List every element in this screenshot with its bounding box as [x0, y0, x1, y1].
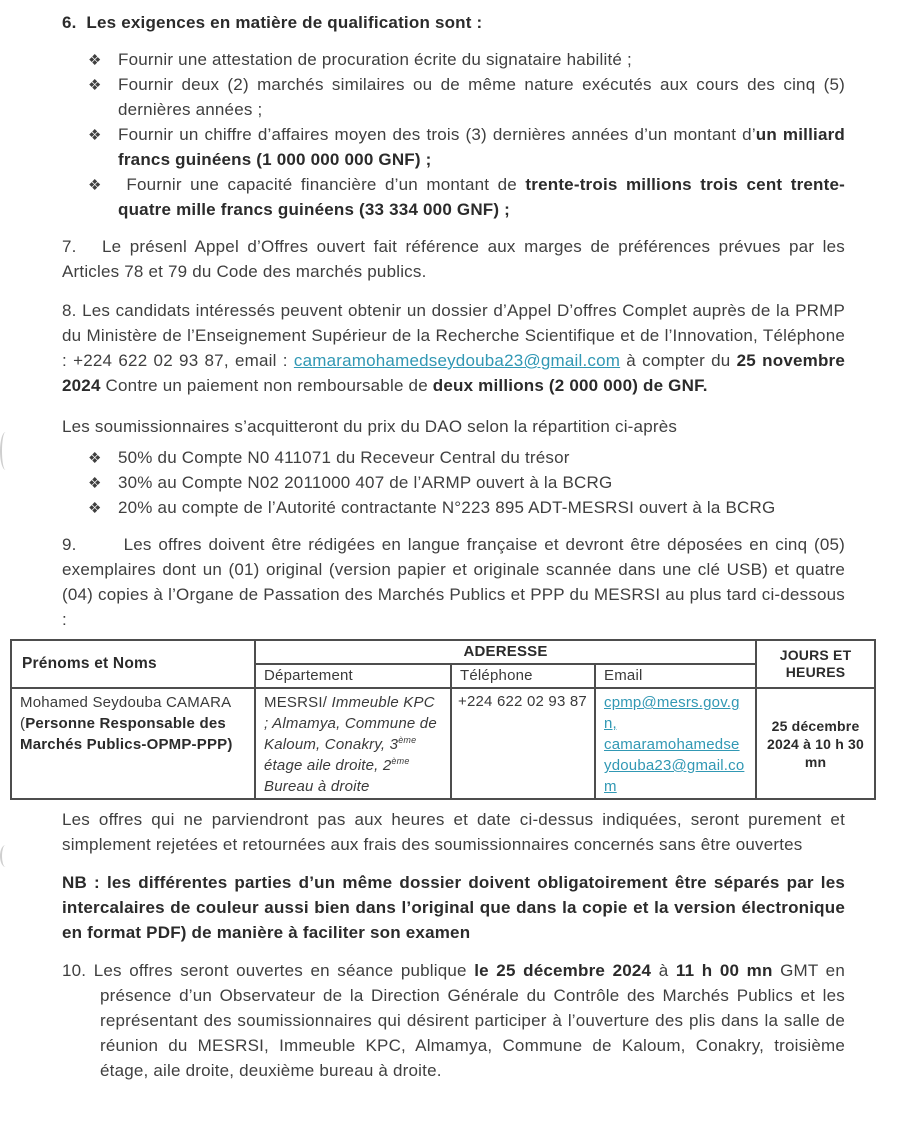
section-6-heading [62, 10, 845, 35]
qualification-bullet-item [62, 172, 845, 222]
dao-split-bullet-item [62, 495, 845, 520]
text-run: à compter du [620, 351, 737, 370]
text-run: Bureau à droite [264, 778, 370, 795]
text-run: deux millions (2 000 000) de GNF. [432, 376, 708, 395]
section-7-paragraph [62, 234, 845, 284]
diamond-bullet-icon: ❖ [88, 475, 102, 492]
text-run: Fournir un chiffre d’affaires moyen des trois (3) dernières années d’un montant d’ [118, 125, 756, 144]
text-run: Immeuble KPC ; Almamya, Commune de Kaloum, Conakry, 3 [264, 694, 437, 753]
bullet-text [118, 498, 775, 517]
text-run: ème [398, 735, 417, 745]
bullet-text [118, 125, 845, 169]
contact-email-cell [595, 688, 756, 799]
section-8-paragraph [62, 298, 845, 398]
text-run: MESRSI/ [264, 694, 332, 711]
dao-split-bullet-item [62, 470, 845, 495]
col-header-telephone: Téléphone [451, 664, 595, 688]
text-run: NB : les différentes parties d’un même dossier doivent obligatoirement être séparés par les intercalaires de couleur aussi bien dans l’original que dans la copie et la version électronique en format PDF) de manière à faciliter son examen [62, 873, 845, 942]
contact-department-cell [255, 688, 451, 799]
text-run: à [651, 961, 676, 980]
text-run: Mohamed Seydouba CAMARA ( [20, 694, 231, 732]
scan-artifact [0, 845, 11, 867]
text-run: 11 h 00 mn [675, 961, 773, 980]
text-run: trente-trois millions trois cent trente-quatre mille francs guinéens (33 334 000 GNF) ; [118, 175, 845, 219]
text-run: 20% au compte de l’Autorité contractante N°223 895 ADT-MESRSI ouvert à la BCRG [118, 498, 776, 517]
text-run: 9. Les offres doivent être rédigées en langue française et devront être déposées en cinq (05) exemplaires dont un (01) original (version papier et originale scannée dans une clé USB) et quatre (04) copies à l’Organe de Passation des Marchés Publics et PPP du MESRSI au plus tard ci-dessous : [62, 535, 845, 629]
diamond-bullet-icon: ❖ [88, 500, 102, 517]
text-run: Fournir deux (2) marchés similaires ou de même nature exécutés aux cours des cinq (5) dernières années ; [118, 75, 845, 119]
text-run: 6. Les exigences en matière de qualification sont : [62, 13, 483, 32]
text-run: 30% au Compte N02 2011000 407 de l’ARMP ouvert à la BCRG [118, 473, 613, 492]
offers-rejection-paragraph [62, 807, 845, 857]
diamond-bullet-icon: ❖ [88, 77, 102, 94]
contact-date-time-cell [756, 688, 875, 799]
diamond-bullet-icon: ❖ [88, 450, 102, 467]
text-run: 10. Les offres seront ouvertes en séance publique [62, 961, 475, 980]
bullet-text [118, 448, 570, 467]
scan-artifact [0, 432, 11, 470]
text-run: 25 décembre 2024 à 10 h 30 mn [767, 717, 865, 770]
table-header-row [11, 640, 875, 664]
contact-phone-cell: +224 622 02 93 87 [451, 688, 595, 799]
text-run: 8. Les candidats intéressés peuvent obtenir un dossier d’Appel D’offres Complet auprès de la PRMP du Ministère de l’Enseignement Supérieur de la Recherche Scientifique et de l’Innovation, Téléphone : +224 622 02 93 87, email : [62, 301, 845, 370]
email-link[interactable]: camaramohamedseydouba23@gmail.com [293, 351, 621, 370]
qualification-bullet-list [62, 47, 845, 222]
nb-note-paragraph [62, 870, 845, 945]
text-run: le 25 décembre 2024 [474, 961, 652, 980]
bullet-text [118, 50, 632, 69]
qualification-bullet-item [62, 122, 845, 172]
col-header-prenoms-noms: Prénoms et Noms [11, 640, 255, 688]
text-run: Les soumissionnaires s’acquitteront du prix du DAO selon la répartition ci-après [62, 417, 678, 436]
diamond-bullet-icon: ❖ [88, 177, 102, 194]
text-run: Contre un paiement non remboursable de [100, 376, 433, 395]
qualification-bullet-item [62, 47, 845, 72]
diamond-bullet-icon: ❖ [88, 127, 102, 144]
text-run: Les offres qui ne parviendront pas aux heures et date ci-dessus indiquées, seront purement et simplement rejetées et retournées aux frais des soumissionnaires concernés sans être ouvertes [62, 810, 845, 854]
section-9-paragraph [62, 532, 845, 632]
text-run: ème [391, 756, 410, 766]
col-header-departement: Département [255, 664, 451, 688]
text-run: Fournir une capacité financière d’un montant de [118, 175, 526, 194]
col-header-adresse: ADERESSE [255, 640, 756, 664]
diamond-bullet-icon: ❖ [88, 52, 102, 69]
text-run: 25 novembre 2024 [62, 351, 845, 395]
contact-name-cell [11, 688, 255, 799]
text-run: Personne Responsable des Marchés Publics-OPMP-PPP) [20, 715, 233, 753]
col-header-jours-heures: JOURS ET HEURES [756, 640, 875, 688]
text-run: 50% du Compte N0 411071 du Receveur Central du trésor [118, 448, 570, 467]
dao-intro-paragraph [62, 414, 845, 439]
col-header-email: Email [595, 664, 756, 688]
dao-split-bullet-item [62, 445, 845, 470]
bullet-text [118, 75, 845, 119]
email-link[interactable]: cpmp@mesrs.gov.gn, [604, 694, 740, 732]
submission-contact-table [10, 639, 876, 800]
section-10-paragraph [62, 958, 845, 1083]
dao-split-bullet-list [62, 445, 845, 520]
qualification-bullet-item [62, 72, 845, 122]
text-run: un milliard francs guinéens (1 000 000 000 GNF) ; [118, 125, 845, 169]
bullet-text [118, 175, 845, 219]
text-run: étage aile droite, 2 [264, 757, 392, 774]
text-run: 7. Le présenl Appel d’Offres ouvert fait référence aux marges de préférences prévues par les Articles 78 et 79 du Code des marchés publics. [62, 237, 845, 281]
bullet-text [118, 473, 612, 492]
text-run: GMT en présence d’un Observateur de la Direction Générale du Contrôle des Marchés Publics et les représentant des soumissionnaires qui désirent participer à l’ouverture des plis dans la salle de réunion du MESRSI, Immeuble KPC, Almamya, Commune de Kaloum, Conakry, troisième étage, aile droite, deuxième bureau à droite. [100, 961, 845, 1080]
table-row [11, 688, 875, 799]
email-link[interactable]: camaramohamedseydouba23@gmail.com [604, 736, 745, 795]
text-run: Fournir une attestation de procuration écrite du signataire habilité ; [118, 50, 632, 69]
